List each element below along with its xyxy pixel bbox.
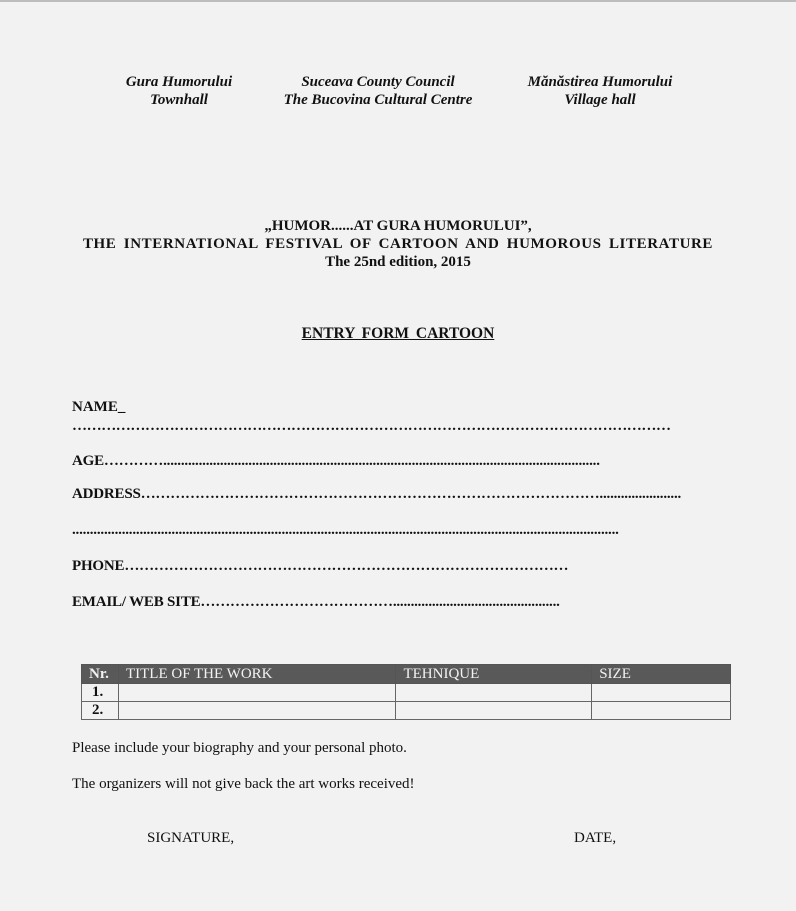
col-title-header: TITLE OF THE WORK [118, 665, 395, 684]
form-title [0, 325, 796, 343]
header-center-line1: Suceava County Council [301, 74, 455, 90]
row-number: 1. [82, 684, 119, 702]
return-policy-note: The organizers will not give back the art works received! [72, 776, 415, 792]
table-row [82, 684, 731, 702]
size-cell[interactable] [592, 684, 731, 702]
biography-note: Please include your biography and your personal photo. [72, 740, 407, 756]
name-field[interactable]: NAME_ [72, 399, 126, 415]
header-center-line2: The Bucovina Cultural Centre [283, 92, 473, 108]
title-cell[interactable] [118, 702, 395, 720]
col-technique-header: TEHNIQUE [396, 665, 592, 684]
phone-field[interactable]: PHONE……………………………………………………………………………… [72, 558, 569, 574]
address-field[interactable]: ADDRESS…………………………………………………………………………………....................... [72, 486, 682, 502]
row-number: 2. [82, 702, 119, 720]
header-left-org [100, 73, 258, 109]
email-field[interactable]: EMAIL/ WEB SITE…………………………………............................................... [72, 594, 560, 610]
table-row [82, 702, 731, 720]
festival-title [0, 217, 796, 271]
header-left-line2: Townhall [150, 92, 208, 108]
age-field[interactable]: AGE…………........................................................................................................................... [72, 453, 600, 469]
header-right-line1: Mănăstirea Humorului [527, 74, 673, 90]
header-right-org [510, 73, 690, 109]
col-size-header: SIZE [592, 665, 731, 684]
header-center-org [268, 73, 488, 109]
size-cell[interactable] [592, 702, 731, 720]
technique-cell[interactable] [396, 684, 592, 702]
festival-edition: The 25nd edition, 2015 [325, 254, 471, 270]
festival-subtitle: THE INTERNATIONAL FESTIVAL OF CARTOON AND HUMOROUS LITERATURE [82, 236, 714, 252]
title-cell[interactable] [118, 684, 395, 702]
address-line2-field[interactable]: .......................................................................................................................................................... [72, 522, 619, 538]
works-table [81, 664, 731, 720]
col-nr-header: Nr. [82, 665, 119, 684]
header-left-line1: Gura Humorului [125, 74, 233, 90]
top-border [0, 0, 796, 2]
signature-label: SIGNATURE, [147, 830, 235, 846]
date-label: DATE, [574, 830, 617, 846]
header-right-line2: Village hall [564, 92, 636, 108]
technique-cell[interactable] [396, 702, 592, 720]
festival-name: „HUMOR......AT GURA HUMORULUI”, [264, 218, 532, 234]
form-title-text: ENTRY FORM CARTOON [301, 325, 495, 342]
works-table-header [82, 665, 731, 684]
name-dots-line[interactable]: …………………………………………………………………………………………………………… [72, 418, 671, 434]
